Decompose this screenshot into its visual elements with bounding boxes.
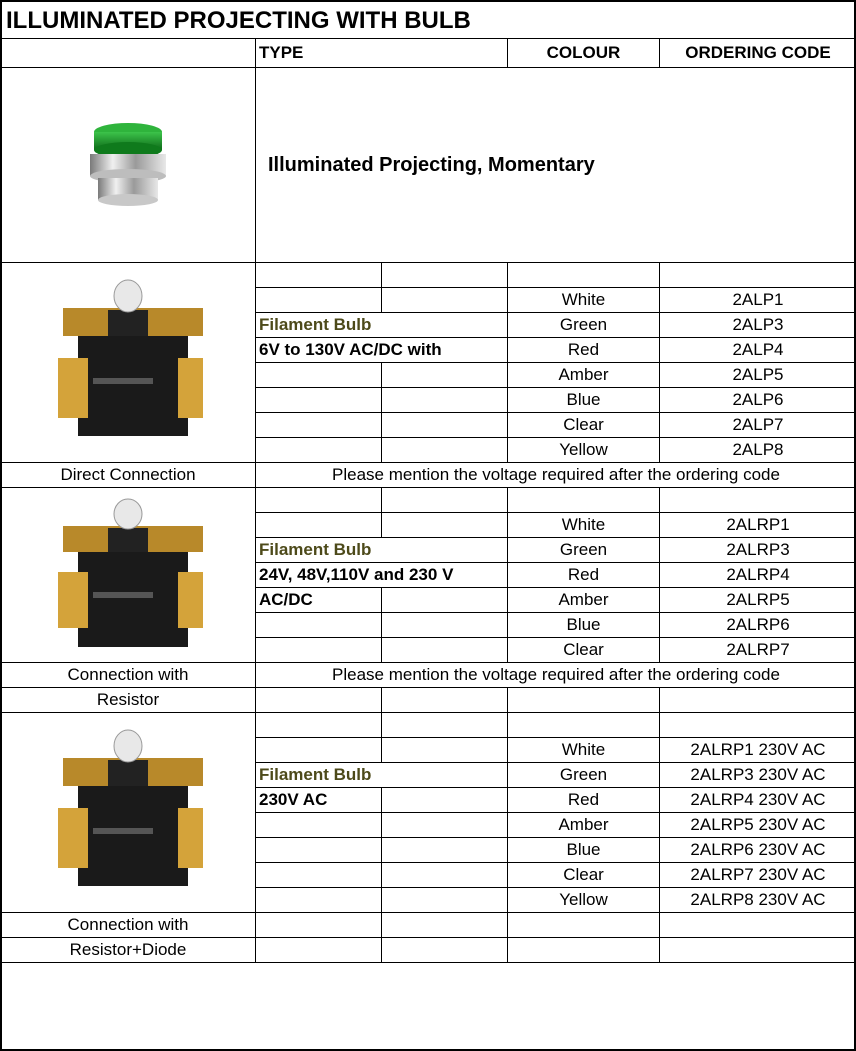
empty-cell — [382, 363, 508, 388]
empty-cell — [508, 688, 660, 713]
table-cell: White — [508, 738, 660, 763]
empty-cell — [660, 913, 856, 938]
empty-cell — [508, 488, 660, 513]
table-cell: Red — [508, 788, 660, 813]
table-cell: Filament Bulb — [256, 763, 508, 788]
empty-cell — [382, 713, 508, 738]
empty-cell — [382, 913, 508, 938]
frame-left — [0, 0, 2, 1051]
empty-cell — [382, 488, 508, 513]
voltage-note: Please mention the voltage required after the ordering code — [256, 463, 856, 488]
empty-cell — [256, 688, 382, 713]
table-cell: Amber — [508, 813, 660, 838]
header-blank — [1, 39, 256, 68]
empty-cell — [382, 888, 508, 913]
empty-cell — [382, 688, 508, 713]
empty-cell — [256, 913, 382, 938]
table-cell: Blue — [508, 613, 660, 638]
empty-cell — [382, 738, 508, 763]
empty-cell — [382, 788, 508, 813]
table-row — [1, 688, 856, 713]
type-filament: Filament Bulb — [256, 313, 508, 338]
table-cell: 2ALRP5 — [660, 588, 856, 613]
empty-cell — [508, 263, 660, 288]
table-cell: Yellow — [508, 888, 660, 913]
empty-cell — [256, 363, 382, 388]
header-row — [1, 39, 856, 68]
table-row — [1, 713, 856, 738]
empty-cell — [382, 588, 508, 613]
table-cell: 2ALP6 — [660, 388, 856, 413]
group-caption: Resistor+Diode — [1, 938, 256, 963]
table-cell: White — [508, 288, 660, 313]
product-type-label: Illuminated Projecting, Momentary — [256, 68, 856, 263]
table-cell: 24V, 48V,110V and 230 V — [256, 563, 508, 588]
table-cell: Clear — [508, 638, 660, 663]
empty-cell — [382, 263, 508, 288]
table-cell: 230V AC — [256, 788, 382, 813]
empty-cell — [256, 513, 382, 538]
empty-cell — [256, 388, 382, 413]
empty-cell — [256, 813, 382, 838]
empty-cell — [382, 863, 508, 888]
table-cell: Clear — [508, 413, 660, 438]
table-cell: Red — [508, 338, 660, 363]
empty-cell — [660, 688, 856, 713]
header-ordering-code: ORDERING CODE — [660, 39, 856, 68]
table-cell: Blue — [508, 838, 660, 863]
table-cell: 2ALRP1 — [660, 513, 856, 538]
table-row — [1, 263, 856, 288]
table-row — [1, 913, 856, 938]
empty-cell — [256, 888, 382, 913]
empty-cell — [508, 938, 660, 963]
table-cell: 2ALP5 — [660, 363, 856, 388]
empty-cell — [382, 938, 508, 963]
empty-cell — [256, 638, 382, 663]
empty-cell — [382, 288, 508, 313]
header-type: TYPE — [256, 39, 508, 68]
table-cell: Green — [508, 763, 660, 788]
table-cell: 2ALRP4 230V AC — [660, 788, 856, 813]
group-caption: Resistor — [1, 688, 256, 713]
empty-cell — [382, 413, 508, 438]
empty-cell — [382, 838, 508, 863]
empty-cell — [256, 938, 382, 963]
empty-cell — [660, 263, 856, 288]
table-cell: 2ALP4 — [660, 338, 856, 363]
empty-cell — [382, 638, 508, 663]
empty-cell — [256, 263, 382, 288]
table-cell: 2ALP8 — [660, 438, 856, 463]
group-caption: Connection with — [1, 663, 256, 688]
product-row — [1, 68, 856, 263]
table-cell: 2ALRP7 — [660, 638, 856, 663]
table-row — [1, 463, 856, 488]
contact-block-icon — [23, 490, 233, 660]
table-cell: 2ALRP3 — [660, 538, 856, 563]
green-pushbutton-icon — [68, 110, 188, 220]
table-cell: 2ALRP3 230V AC — [660, 763, 856, 788]
type-voltage: 6V to 130V AC/DC with — [256, 338, 508, 363]
table-cell: 2ALRP4 — [660, 563, 856, 588]
table-cell: 2ALP3 — [660, 313, 856, 338]
block-image-2 — [1, 488, 256, 663]
table-cell: 2ALP7 — [660, 413, 856, 438]
product-image — [1, 68, 256, 263]
empty-cell — [256, 288, 382, 313]
empty-cell — [508, 713, 660, 738]
empty-cell — [382, 388, 508, 413]
table-cell: 2ALP1 — [660, 288, 856, 313]
empty-cell — [508, 913, 660, 938]
empty-cell — [382, 438, 508, 463]
empty-cell — [256, 738, 382, 763]
table-cell: 2ALRP8 230V AC — [660, 888, 856, 913]
empty-cell — [382, 513, 508, 538]
header-colour: COLOUR — [508, 39, 660, 68]
sheet-title: ILLUMINATED PROJECTING WITH BULB — [0, 0, 856, 38]
empty-cell — [256, 863, 382, 888]
table-cell: Filament Bulb — [256, 538, 508, 563]
empty-cell — [382, 813, 508, 838]
contact-block-icon — [23, 268, 233, 458]
table-cell: Green — [508, 538, 660, 563]
table-row — [1, 488, 856, 513]
table-cell: White — [508, 513, 660, 538]
block-image-1 — [1, 263, 256, 463]
voltage-note: Please mention the voltage required after the ordering code — [256, 663, 856, 688]
table-cell: Amber — [508, 588, 660, 613]
table-row — [1, 663, 856, 688]
empty-cell — [382, 613, 508, 638]
table-cell: 2ALRP1 230V AC — [660, 738, 856, 763]
empty-cell — [256, 713, 382, 738]
table-cell: AC/DC — [256, 588, 382, 613]
table-cell: 2ALRP6 230V AC — [660, 838, 856, 863]
table-cell: Yellow — [508, 438, 660, 463]
empty-cell — [256, 488, 382, 513]
table-cell: 2ALRP6 — [660, 613, 856, 638]
empty-cell — [660, 938, 856, 963]
table-cell: Red — [508, 563, 660, 588]
table-cell: Green — [508, 313, 660, 338]
table-cell: Clear — [508, 863, 660, 888]
empty-cell — [256, 838, 382, 863]
product-table — [0, 38, 856, 963]
table-cell: 2ALRP7 230V AC — [660, 863, 856, 888]
group-caption: Connection with — [1, 913, 256, 938]
empty-cell — [256, 413, 382, 438]
table-cell: Amber — [508, 363, 660, 388]
empty-cell — [660, 713, 856, 738]
empty-cell — [256, 613, 382, 638]
empty-cell — [256, 438, 382, 463]
table-cell: Blue — [508, 388, 660, 413]
table-row — [1, 938, 856, 963]
group-caption: Direct Connection — [1, 463, 256, 488]
empty-cell — [660, 488, 856, 513]
contact-block-icon — [23, 718, 233, 908]
table-cell: 2ALRP5 230V AC — [660, 813, 856, 838]
block-image-3 — [1, 713, 256, 913]
